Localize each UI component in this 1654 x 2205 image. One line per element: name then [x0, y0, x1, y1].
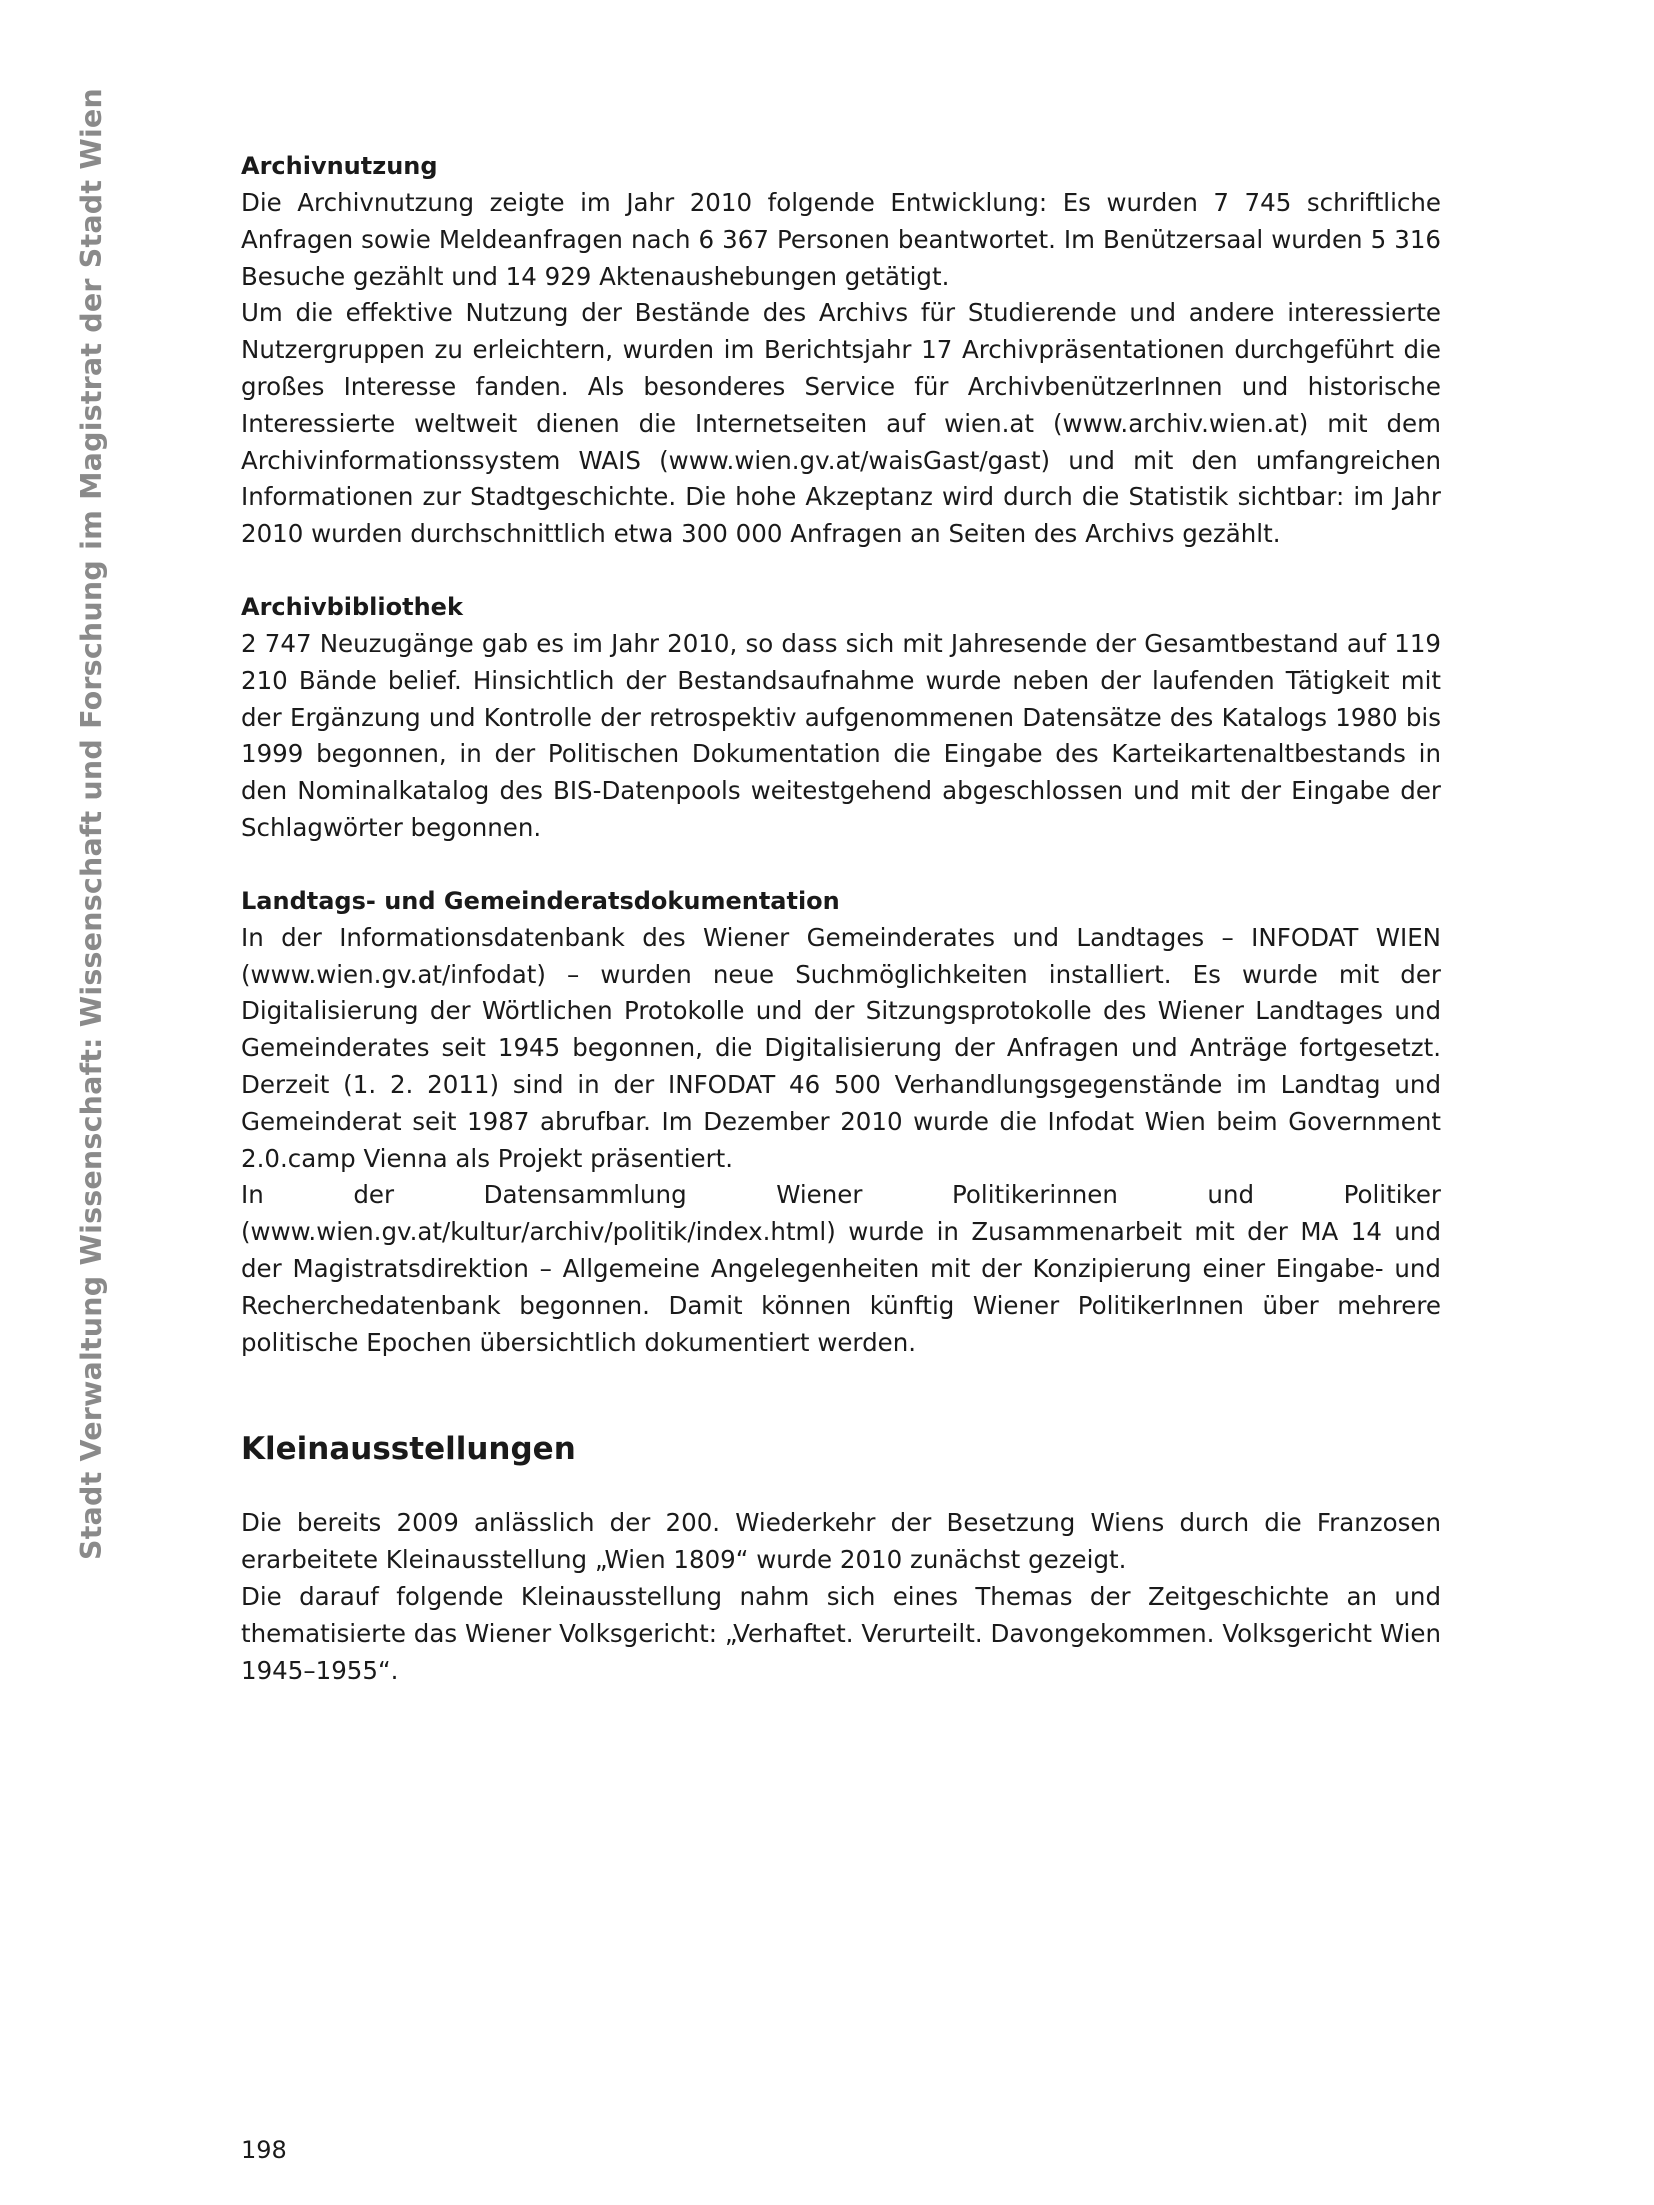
paragraph: Die darauf folgende Kleinausstellung nahm sich eines Themas der Zeitgeschichte an und thematisierte das Wiener Volksgericht: „Verhaftet. Verurteilt. Davongekommen. Volksgericht Wien 1945–1955“.	[241, 1581, 1441, 1685]
page-number: 198	[241, 2136, 287, 2164]
section-heading: Archivnutzung	[241, 152, 438, 180]
page-content	[241, 148, 1441, 1689]
paragraph: In der Informationsdatenbank des Wiener Gemeinderates und Landtages – INFODAT WIEN (www.wien.gv.at/infodat) – wurden neue Suchmöglichkeiten installiert. Es wurde mit der Digitalisierung der Wörtlichen Protokolle und der Sitzungsprotokolle des Wiener Landtages und Gemeinderates seit 1945 begonnen, die Digitalisierung der Anfragen und Anträge fortgesetzt. Derzeit (1. 2. 2011) sind in der INFODAT 46 500 Verhandlungsgegenstände im Landtag und Gemeinderat seit 1987 abrufbar. Im Dezember 2010 wurde die Infodat Wien beim Government 2.0.camp Vienna als Projekt präsentiert.	[241, 922, 1441, 1173]
section-kleinausstellungen	[241, 1429, 1441, 1689]
paragraph: In der Datensammlung Wiener Politikerinnen und Politiker (www.wien.gv.at/kultur/archiv/politik/index.html) wurde in Zusammenarbeit mit der MA 14 und der Magistratsdirektion – Allgemeine Angelegenheiten mit der Konzipierung einer Eingabe- und Recherchedatenbank begonnen. Damit können künftig Wiener PolitikerInnen über mehrere politische Epochen übersichtlich dokumentiert werden.	[241, 1180, 1441, 1357]
section-landtags-dokumentation	[241, 883, 1441, 1362]
paragraph: Die Archivnutzung zeigte im Jahr 2010 folgende Entwicklung: Es wurden 7 745 schriftliche Anfragen sowie Meldeanfragen nach 6 367 Personen beantwortet. Im Benützersaal wurden 5 316 Besuche gezählt und 14 929 Aktenaushebungen getätigt.	[241, 188, 1441, 291]
section-archivnutzung	[241, 148, 1441, 553]
running-side-title: Stadt Verwaltung Wissenschaft: Wissenschaft und Forschung im Magistrat der Stadt Wien	[75, 88, 108, 1560]
paragraph: Die bereits 2009 anlässlich der 200. Wiederkehr der Besetzung Wiens durch die Franzosen erarbeitete Kleinausstellung „Wien 1809“ wurde 2010 zunächst gezeigt.	[241, 1508, 1441, 1575]
section-heading: Landtags- und Gemeinderatsdokumentation	[241, 886, 840, 915]
section-archivbibliothek	[241, 589, 1441, 847]
paragraph: 2 747 Neuzugänge gab es im Jahr 2010, so dass sich mit Jahresende der Gesamtbestand auf 119 210 Bände belief. Hinsichtlich der Bestandsaufnahme wurde neben der laufenden Tätigkeit mit der Ergänzung und Kontrolle der retrospektiv aufgenommenen Datensätze des Katalogs 1980 bis 1999 begonnen, in der Politischen Dokumentation die Eingabe des Karteikartenaltbestands in den Nominalkatalog des BIS-Datenpools weitestgehend abgeschlossen und mit der Eingabe der Schlagwörter begonnen.	[241, 628, 1441, 842]
chapter-heading: Kleinausstellungen	[241, 1431, 576, 1468]
section-heading: Archivbibliothek	[241, 592, 463, 621]
paragraph: Um die effektive Nutzung der Bestände des Archivs für Studierende und andere interessierte Nutzergruppen zu erleichtern, wurden im Berichtsjahr 17 Archivpräsentationen durchgeführt die großes Interesse fanden. Als besonderes Service für ArchivbenützerInnen und historische Interessierte weltweit dienen die Internetseiten auf wien.at (www.archiv.wien.at) mit dem Archivinformationssystem WAIS (www.wien.gv.at/waisGast/gast) und mit den umfangreichen Informationen zur Stadtgeschichte. Die hohe Akzeptanz wird durch die Statistik sichtbar: im Jahr 2010 wurden durchschnittlich etwa 300 000 Anfragen an Seiten des Archivs gezählt.	[241, 298, 1441, 549]
